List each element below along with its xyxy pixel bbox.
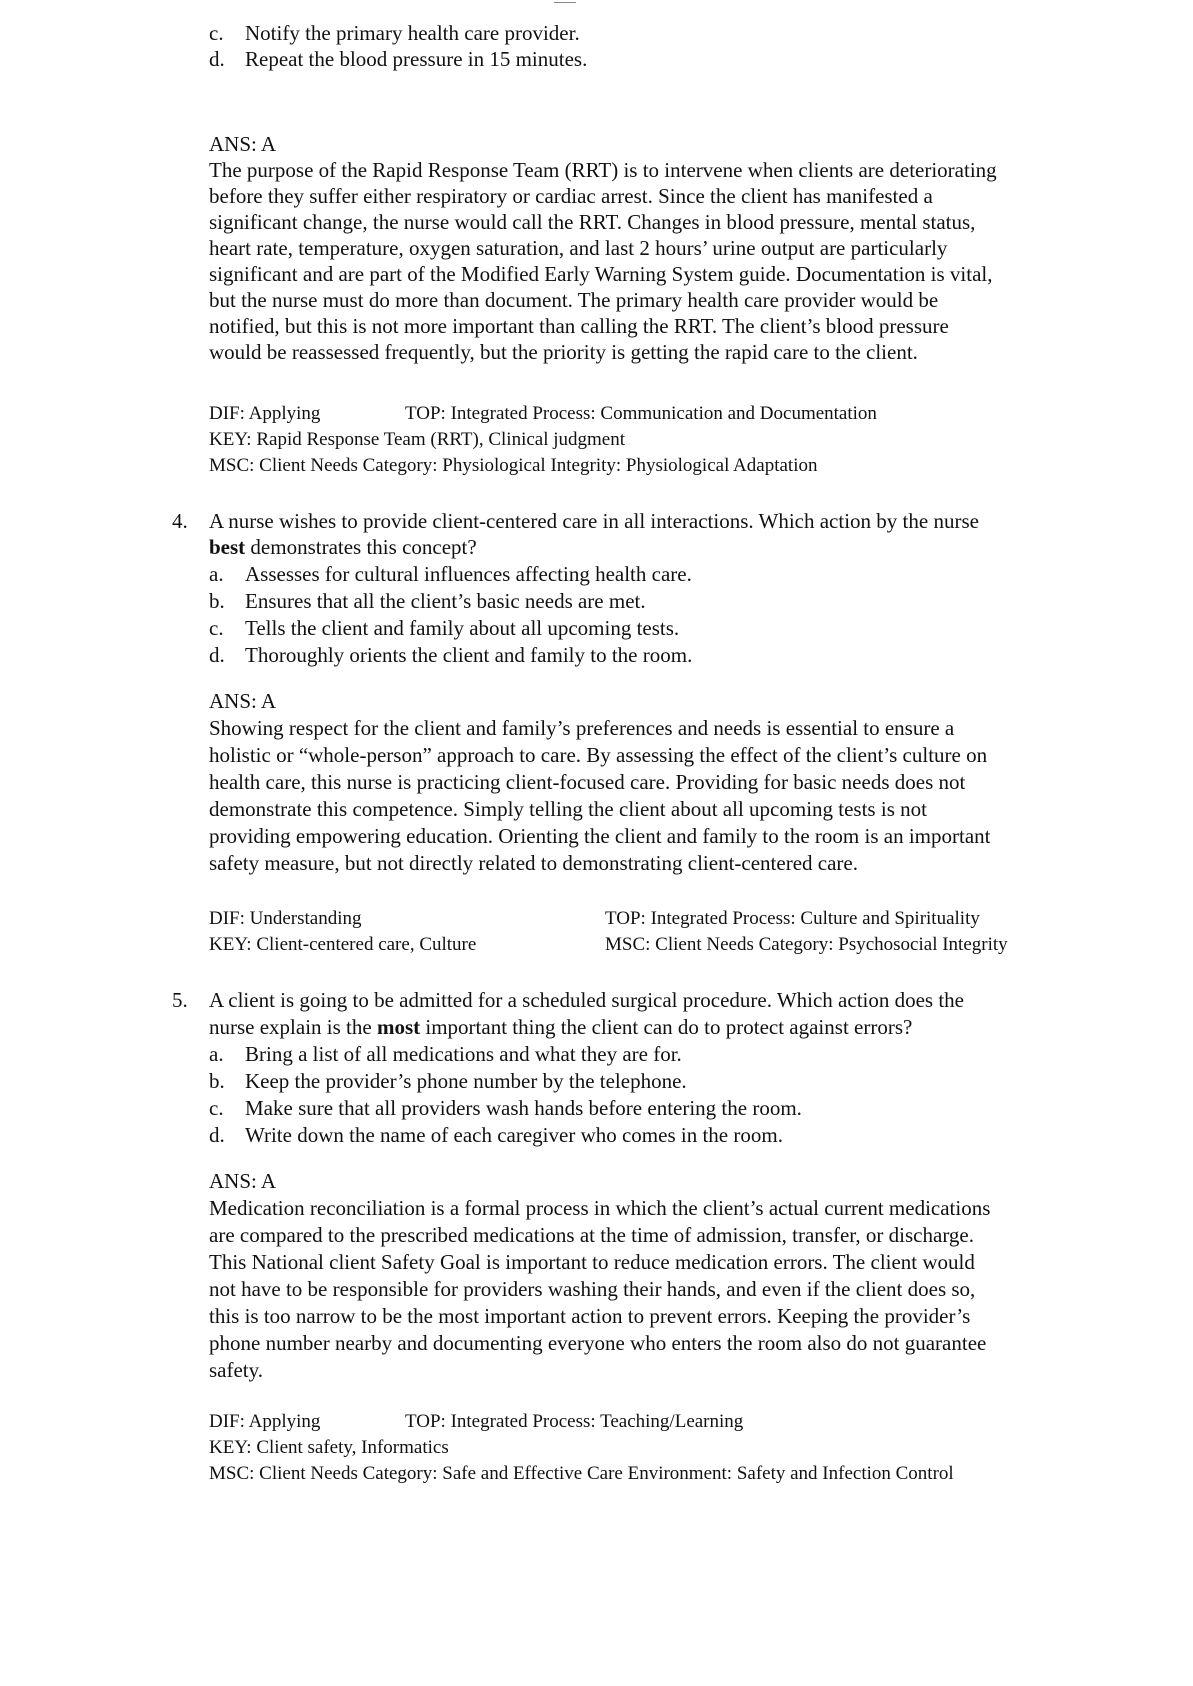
q4-option-c-letter: c.: [209, 616, 224, 640]
q5-rationale-line: This National client Safety Goal is important to reduce medication errors. The client would: [209, 1250, 975, 1274]
q5-option-d: Write down the name of each caregiver who comes in the room.: [245, 1123, 783, 1147]
q5-option-d-letter: d.: [209, 1123, 225, 1147]
q3-rationale-line: heart rate, temperature, oxygen saturation, and last 2 hours’ urine output are particularly: [209, 236, 948, 260]
q3-answer: ANS: A: [209, 132, 277, 156]
q4-option-a: Assesses for cultural influences affecting health care.: [245, 562, 692, 586]
q5-option-a-letter: a.: [209, 1042, 224, 1066]
q5-rationale-line: safety.: [209, 1358, 264, 1382]
q4-stem-line2: [209, 533, 477, 561]
q5-rationale-line: not have to be responsible for providers washing their hands, and even if the client does so,: [209, 1277, 976, 1301]
q3-meta-top: TOP: Integrated Process: Communication and Documentation: [405, 403, 877, 424]
q4-rationale-line: holistic or “whole-person” approach to care. By assessing the effect of the client’s culture on: [209, 743, 988, 767]
q5-meta-dif: DIF: Applying: [209, 1411, 321, 1432]
q5-answer: ANS: A: [209, 1169, 277, 1193]
q4-option-d: Thoroughly orients the client and family to the room.: [245, 643, 693, 667]
q3-option-d-letter: d.: [209, 47, 225, 71]
q5-meta-top: TOP: Integrated Process: Teaching/Learning: [405, 1411, 744, 1432]
q5-stem-line1: A client is going to be admitted for a scheduled surgical procedure. Which action does the: [209, 988, 965, 1012]
q5-option-b: Keep the provider’s phone number by the telephone.: [245, 1069, 687, 1093]
q3-rationale-line: but the nurse must do more than document. The primary health care provider would be: [209, 288, 939, 312]
q5-rationale-line: are compared to the prescribed medications at the time of admission, transfer, or discharge.: [209, 1223, 975, 1247]
q5-stem-line2: [209, 1013, 912, 1041]
q5-option-c-letter: c.: [209, 1096, 224, 1120]
q4-meta-msc: MSC: Client Needs Category: Psychosocial Integrity: [605, 934, 1008, 955]
q3-rationale-line: significant and are part of the Modified Early Warning System guide. Documentation is vital,: [209, 262, 993, 286]
q3-option-c-letter: c.: [209, 21, 224, 45]
q5-number: 5.: [172, 988, 188, 1012]
q5-rationale-line: phone number nearby and documenting everyone who enters the room also do not guarantee: [209, 1331, 987, 1355]
q5-meta-msc: MSC: Client Needs Category: Safe and Effective Care Environment: Safety and Infection Control: [209, 1463, 954, 1484]
q4-rationale-line: Showing respect for the client and family’s preferences and needs is essential to ensure a: [209, 716, 955, 740]
q3-meta-dif: DIF: Applying: [209, 403, 321, 424]
q3-meta-key: KEY: Rapid Response Team (RRT), Clinical judgment: [209, 429, 626, 450]
q5-stem-emphasis: most: [376, 1015, 421, 1039]
q3-option-d: Repeat the blood pressure in 15 minutes.: [245, 47, 588, 71]
q5-rationale-line: Medication reconciliation is a formal process in which the client’s actual current medications: [209, 1196, 991, 1220]
q3-rationale-line: notified, but this is not more important than calling the RRT. The client’s blood pressure: [209, 314, 949, 338]
q4-option-c: Tells the client and family about all upcoming tests.: [245, 616, 680, 640]
q3-rationale-line: significant change, the nurse would call the RRT. Changes in blood pressure, mental status,: [209, 210, 976, 234]
q5-option-a: Bring a list of all medications and what they are for.: [245, 1042, 682, 1066]
q5-meta-key: KEY: Client safety, Informatics: [209, 1437, 449, 1458]
q4-answer: ANS: A: [209, 689, 277, 713]
q4-stem-emphasis: best: [209, 535, 246, 559]
q5-stem-pre: nurse explain is the: [209, 1015, 377, 1039]
q5-option-b-letter: b.: [209, 1069, 225, 1093]
q4-rationale-line: demonstrate this competence. Simply telling the client about all upcoming tests is not: [209, 797, 927, 821]
q4-option-b: Ensures that all the client’s basic needs are met.: [245, 589, 646, 613]
q3-meta-msc: MSC: Client Needs Category: Physiological Integrity: Physiological Adaptation: [209, 455, 818, 476]
q4-rationale-line: safety measure, but not directly related to demonstrating client-centered care.: [209, 851, 858, 875]
q4-option-d-letter: d.: [209, 643, 225, 667]
q5-option-c: Make sure that all providers wash hands before entering the room.: [245, 1096, 802, 1120]
q3-option-c: Notify the primary health care provider.: [245, 21, 580, 45]
q3-rationale-line: would be reassessed frequently, but the priority is getting the rapid care to the client.: [209, 340, 918, 364]
q4-stem-rest: demonstrates this concept?: [245, 535, 477, 559]
q4-rationale-line: health care, this nurse is practicing client-focused care. Providing for basic needs does not: [209, 770, 966, 794]
q4-meta-dif: DIF: Understanding: [209, 908, 362, 929]
q4-rationale-line: providing empowering education. Orienting the client and family to the room is an important: [209, 824, 991, 848]
q4-stem-line1: A nurse wishes to provide client-centered care in all interactions. Which action by the nurse: [209, 509, 979, 533]
q5-stem-rest: important thing the client can do to protect against errors?: [420, 1015, 913, 1039]
q5-rationale-line: this is too narrow to be the most important action to prevent errors. Keeping the provider’s: [209, 1304, 971, 1328]
q4-option-b-letter: b.: [209, 589, 225, 613]
q4-option-a-letter: a.: [209, 562, 224, 586]
q4-meta-key: KEY: Client-centered care, Culture: [209, 934, 477, 955]
q3-rationale-line: before they suffer either respiratory or cardiac arrest. Since the client has manifested a: [209, 184, 933, 208]
q4-meta-top: TOP: Integrated Process: Culture and Spirituality: [605, 908, 980, 929]
q3-rationale-line: The purpose of the Rapid Response Team (RRT) is to intervene when clients are deteriorating: [209, 158, 997, 182]
header-rule: [554, 2, 576, 3]
q4-number: 4.: [172, 509, 188, 533]
